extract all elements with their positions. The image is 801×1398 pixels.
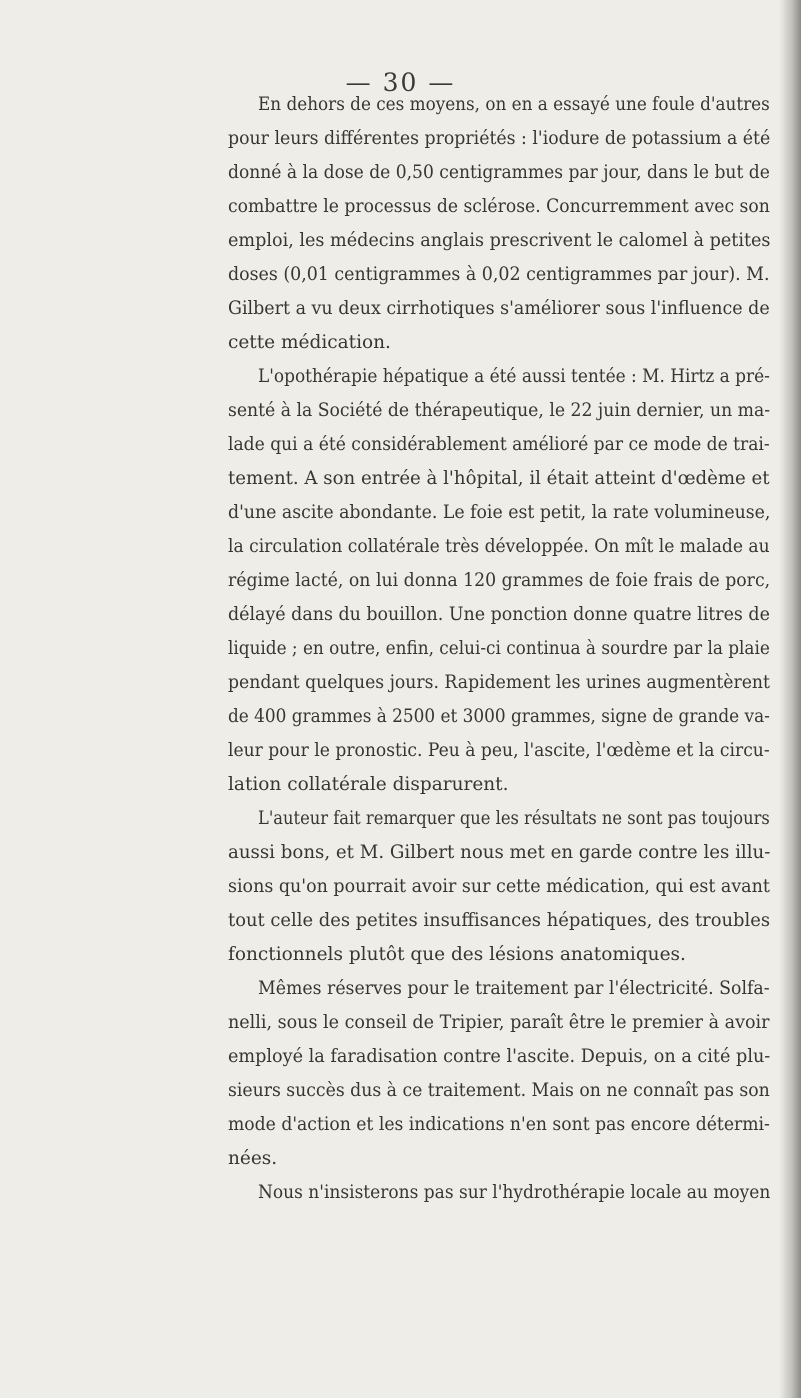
text-line: d'une ascite abondante. Le foie est petit, la rate volumineuse, bbox=[228, 502, 771, 523]
text-line: liquide ; en outre, enfin, celui-ci continua à sourdre par la plaie bbox=[228, 638, 770, 659]
text-line: lade qui a été considérablement amélioré par ce mode de trai- bbox=[228, 434, 770, 455]
text-line: L'opothérapie hépatique a été aussi tentée : M. Hirtz a pré- bbox=[258, 366, 770, 387]
text-line: sieurs succès dus à ce traitement. Mais on ne connaît pas son bbox=[228, 1080, 770, 1101]
text-line: emploi, les médecins anglais prescrivent le calomel à petites bbox=[228, 230, 771, 251]
text-line: donné à la dose de 0,50 centigrammes par jour, dans le but de bbox=[228, 162, 770, 183]
text-line: Mêmes réserves pour le traitement par l'électricité. Solfa- bbox=[258, 978, 770, 999]
text-line: employé la faradisation contre l'ascite. Depuis, on a cité plu- bbox=[228, 1046, 771, 1067]
text-line: doses (0,01 centigrammes à 0,02 centigrammes par jour). M. bbox=[228, 264, 770, 285]
text-line: tement. A son entrée à l'hôpital, il était atteint d'œdème et bbox=[228, 468, 770, 489]
text-line: combattre le processus de sclérose. Concurremment avec son bbox=[228, 196, 770, 217]
text-line: lation collatérale disparurent. bbox=[228, 774, 509, 795]
text-line: Gilbert a vu deux cirrhotiques s'améliorer sous l'influence de bbox=[228, 298, 770, 319]
text-line: aussi bons, et M. Gilbert nous met en garde contre les illu- bbox=[228, 842, 771, 863]
text-line: de 400 grammes à 2500 et 3000 grammes, signe de grande va- bbox=[228, 706, 770, 727]
text-line: pendant quelques jours. Rapidement les urines augmentèrent bbox=[228, 672, 770, 693]
text-line: délayé dans du bouillon. Une ponction donne quatre litres de bbox=[228, 604, 770, 625]
text-line: nelli, sous le conseil de Tripier, paraît être le premier à avoir bbox=[228, 1012, 770, 1033]
page-edge-shadow bbox=[779, 0, 801, 1398]
text-line: L'auteur fait remarquer que les résultats ne sont pas toujours bbox=[258, 808, 770, 829]
text-line: la circulation collatérale très développée. On mît le malade au bbox=[228, 536, 770, 557]
text-line: tout celle des petites insuffisances hépatiques, des troubles bbox=[228, 910, 771, 931]
text-line: Nous n'insisterons pas sur l'hydrothérapie locale au moyen bbox=[258, 1182, 771, 1203]
text-line: En dehors de ces moyens, on en a essayé une foule d'autres bbox=[258, 94, 770, 115]
page-number: — 30 — bbox=[345, 68, 456, 97]
text-line: fonctionnels plutôt que des lésions anatomiques. bbox=[228, 944, 686, 965]
text-line: senté à la Société de thérapeutique, le 22 juin dernier, un ma- bbox=[228, 400, 771, 421]
text-line: sions qu'on pourrait avoir sur cette médication, qui est avant bbox=[228, 876, 770, 897]
text-line: nées. bbox=[228, 1148, 278, 1169]
text-line: pour leurs différentes propriétés : l'iodure de potassium a été bbox=[228, 128, 771, 149]
text-line: cette médication. bbox=[228, 332, 391, 353]
text-line: leur pour le pronostic. Peu à peu, l'ascite, l'œdème et la circu- bbox=[228, 740, 770, 761]
text-line: régime lacté, on lui donna 120 grammes de foie frais de porc, bbox=[228, 570, 771, 591]
text-line: mode d'action et les indications n'en sont pas encore détermi- bbox=[228, 1114, 770, 1135]
